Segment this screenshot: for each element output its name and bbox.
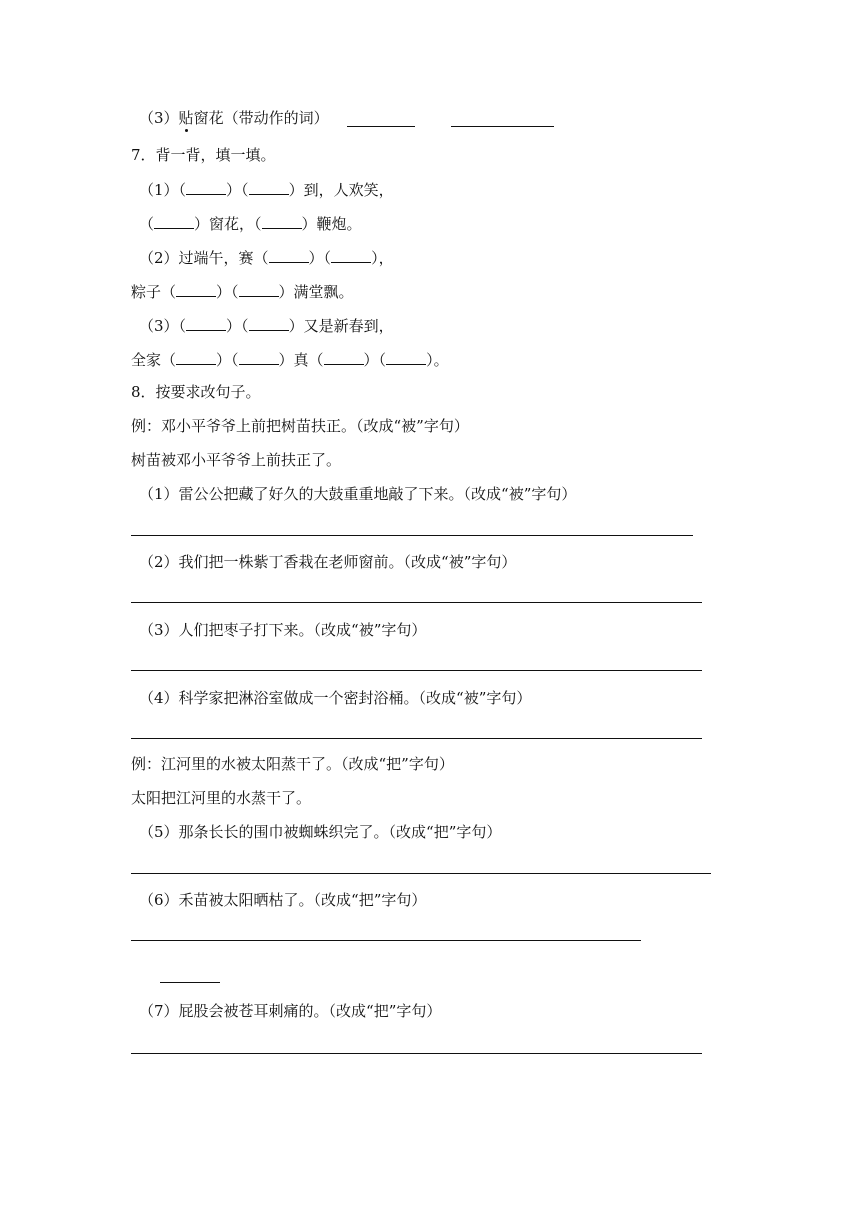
q8-item-1: （1）雷公公把藏了好久的大鼓重重地敲了下来。（改成“被”字句）: [139, 485, 577, 503]
answer-line[interactable]: [347, 126, 415, 127]
q8-item-6: （6）禾苗被太阳晒枯了。（改成“把”字句）: [139, 891, 427, 909]
answer-line[interactable]: [160, 982, 220, 983]
q6-item-3-number: （3）: [139, 109, 179, 127]
fill-blank[interactable]: [324, 349, 364, 365]
fill-blank[interactable]: [239, 281, 279, 297]
example-2: 例：江河里的水被太阳蒸干了。（改成“把”字句）: [131, 755, 454, 773]
answer-line[interactable]: [131, 1053, 702, 1054]
q7-line-2: （ ）窗花，（ ）鞭炮。: [139, 215, 362, 233]
example-1-answer: 树苗被邓小平爷爷上前扶正了。: [131, 451, 342, 469]
fill-blank[interactable]: [186, 179, 226, 195]
q7-line-3: （2）过端午，赛（ ）（ ），: [139, 249, 394, 267]
fill-blank[interactable]: [186, 315, 226, 331]
fill-blank[interactable]: [269, 247, 309, 263]
answer-line[interactable]: [131, 940, 641, 941]
answer-line[interactable]: [131, 873, 711, 874]
example-1: 例：邓小平爷爷上前把树苗扶正。（改成“被”字句）: [131, 417, 469, 435]
q7-line-4: 粽子（ ）（ ）满堂飘。: [131, 283, 354, 301]
fill-blank[interactable]: [239, 349, 279, 365]
fill-blank[interactable]: [154, 213, 194, 229]
fill-blank[interactable]: [176, 281, 216, 297]
answer-line[interactable]: [131, 738, 702, 739]
fill-blank[interactable]: [249, 315, 289, 331]
q7-line-5: （3）（ ）（ ）又是新春到，: [139, 317, 394, 335]
q8-item-7: （7）屁股会被苍耳刺痛的。（改成“把”字句）: [139, 1002, 442, 1020]
q7-line-6: 全家（ ）（ ）真（ ）（ ）。: [131, 351, 449, 369]
q6-item-3: [139, 108, 329, 128]
q8-title: 8．按要求改句子。: [131, 383, 261, 401]
fill-blank[interactable]: [249, 179, 289, 195]
fill-blank[interactable]: [386, 349, 426, 365]
fill-blank[interactable]: [331, 247, 371, 263]
answer-line[interactable]: [451, 126, 554, 127]
q7-title: 7．背一背，填一填。: [131, 146, 276, 164]
q8-item-2: （2）我们把一株紫丁香栽在老师窗前。（改成“被”字句）: [139, 553, 517, 571]
answer-line[interactable]: [131, 670, 702, 671]
q6-item-3-text: 窗花（带动作的词）: [193, 109, 329, 127]
fill-blank[interactable]: [176, 349, 216, 365]
dotted-char: 贴: [178, 109, 194, 127]
q8-item-3: （3）人们把枣子打下来。（改成“被”字句）: [139, 621, 427, 639]
answer-line[interactable]: [131, 602, 702, 603]
q7-line-1: （1）（ ）（ ）到，人欢笑，: [139, 181, 394, 199]
q8-item-5: （5）那条长长的围巾被蜘蛛织完了。（改成“把”字句）: [139, 823, 502, 841]
fill-blank[interactable]: [262, 213, 302, 229]
example-2-answer: 太阳把江河里的水蒸干了。: [131, 789, 312, 807]
q8-item-4: （4）科学家把淋浴室做成一个密封浴桶。（改成“被”字句）: [139, 689, 532, 707]
answer-line[interactable]: [131, 535, 693, 536]
